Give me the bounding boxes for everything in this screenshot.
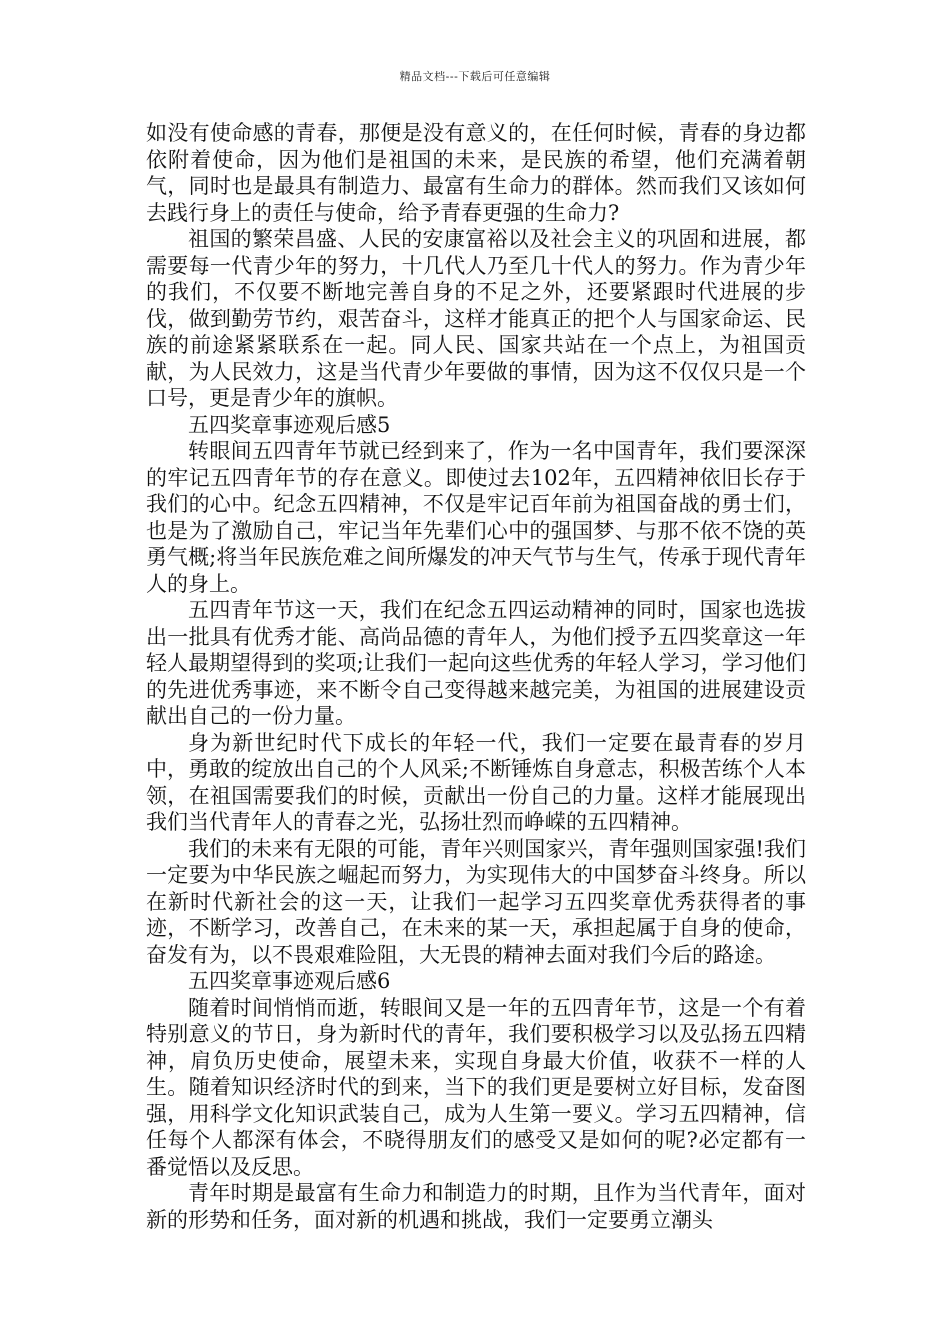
paragraph: 祖国的繁荣昌盛、人民的安康富裕以及社会主义的巩固和进展，都需要每一代青少年的努力，十几代人乃至几十代人的努力。作为青少年的我们，不仅要不断地完善自身的不足之外，还要紧跟时代进展的步伐，做到勤劳节约，艰苦奋斗，这样才能真正的把个人与国家命运、民族的前途紧紧联系在一起。同人民、国家共站在一个点上，为祖国贡献，为人民效力，这是当代青少年要做的事情，因为这不仅仅只是一个口号，更是青少年的旗帜。 — [146, 227, 806, 410]
section-heading: 五四奖章事迹观后感5 — [188, 412, 391, 437]
paragraph: 我们的未来有无限的可能，青年兴则国家兴，青年强则国家强!我们一定要为中华民族之崛起而努力，为实现伟大的中国梦奋斗终身。所以在新时代新社会的这一天，让我们一起学习五四奖章优秀获得者的事迹，不断学习，改善自己，在未来的某一天，承担起属于自身的使命，奋发有为，以不畏艰难险阻，大无畏的精神去面对我们今后的路途。 — [146, 836, 806, 967]
page-header: 精品文档---下载后可任意编辑 — [399, 70, 551, 83]
paragraph: 青年时期是最富有生命力和制造力的时期，且作为当代青年，面对新的形势和任务，面对新的机遇和挑战，我们一定要勇立潮头 — [146, 1181, 806, 1232]
paragraph: 如没有使命感的青春，那便是没有意义的，在任何时候，青春的身边都依附着使命，因为他们是祖国的未来，是民族的希望，他们充满着朝气，同时也是最具有制造力、最富有生命力的群体。然而我们又该如何去践行身上的责任与使命，给予青春更强的生命力? — [146, 121, 806, 225]
section-heading: 五四奖章事迹观后感6 — [188, 969, 391, 993]
paragraph: 身为新世纪时代下成长的年轻一代，我们一定要在最青春的岁月中，勇敢的绽放出自己的个人风采;不断锤炼自身意志，积极苦练个人本领，在祖国需要我们的时候，贡献出一份自己的力量。这样才能展现出我们当代青年人的青春之光，弘扬壮烈而峥嵘的五四精神。 — [146, 730, 806, 834]
document-body — [146, 120, 806, 1233]
paragraph: 转眼间五四青年节就已经到来了，作为一名中国青年，我们要深深的牢记五四青年节的存在意义。即使过去102年，五四精神依旧长存于我们的心中。纪念五四精神，不仅是牢记百年前为祖国奋战的勇士们，也是为了激励自己，牢记当年先辈们心中的强国梦、与那不依不饶的英勇气概;将当年民族危难之间所爆发的冲天气节与生气，传承于现代青年人的身上。 — [146, 439, 806, 596]
paragraph: 五四青年节这一天，我们在纪念五四运动精神的同时，国家也选拔出一批具有优秀才能、高尚品德的青年人，为他们授予五四奖章这一年轻人最期望得到的奖项;让我们一起向这些优秀的年轻人学习，学习他们的先进优秀事迹，来不断令自己变得越来越完美，为祖国的进展建设贡献出自己的一份力量。 — [146, 598, 806, 728]
paragraph: 随着时间悄悄而逝，转眼间又是一年的五四青年节，这是一个有着特别意义的节日，身为新时代的青年，我们要积极学习以及弘扬五四精神，肩负历史使命，展望未来，实现自身最大价值，收获不一样的人生。随着知识经济时代的到来，当下的我们更是要树立好目标，发奋图强，用科学文化知识武装自己，成为人生第一要义。学习五四精神，信任每个人都深有体会，不晓得朋友们的感受又是如何的呢?必定都有一番觉悟以及反思。 — [146, 995, 806, 1179]
